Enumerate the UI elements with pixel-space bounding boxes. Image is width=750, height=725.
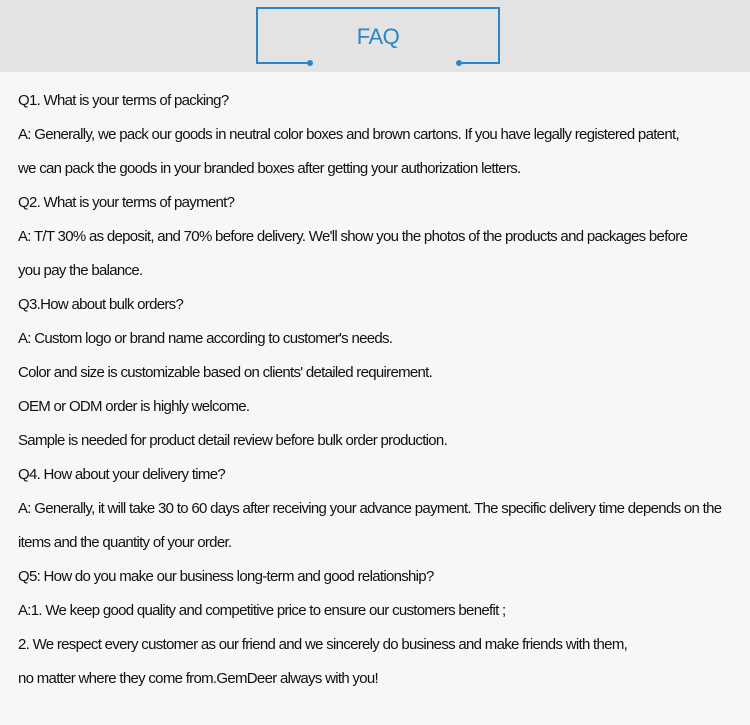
faq-answer-1-line-1: A: Generally, we pack our goods in neutral color boxes and brown cartons. If you have legally registered patent, [18, 126, 679, 143]
frame-dot-left [307, 60, 313, 66]
faq-answer-2-line-1: A: T/T 30% as deposit, and 70% before delivery. We'll show you the photos of the products and packages before [18, 228, 688, 245]
faq-answer-5-line-3: no matter where they come from.GemDeer always with you! [18, 670, 378, 687]
faq-answer-3-line-3: OEM or ODM order is highly welcome. [18, 398, 250, 415]
page-title: FAQ [356, 24, 400, 49]
title-frame-bottom-right [459, 62, 500, 64]
faq-question-2: Q2. What is your terms of payment? [18, 194, 235, 211]
faq-answer-4-line-2: items and the quantity of your order. [18, 534, 232, 551]
faq-answer-3-line-4: Sample is needed for product detail review before bulk order production. [18, 432, 448, 449]
faq-question-3: Q3.How about bulk orders? [18, 296, 184, 313]
faq-question-5: Q5: How do you make our business long-term and good relationship? [18, 568, 434, 585]
faq-content [18, 84, 730, 696]
faq-header [0, 0, 750, 72]
faq-answer-3-line-1: A: Custom logo or brand name according to customer's needs. [18, 330, 393, 347]
frame-dot-right [456, 60, 462, 66]
faq-answer-2-line-2: you pay the balance. [18, 262, 143, 279]
faq-question-4: Q4. How about your delivery time? [18, 466, 226, 483]
faq-answer-4-line-1: A: Generally, it will take 30 to 60 days after receiving your advance payment. The specific delivery time depends on the [18, 500, 722, 517]
faq-answer-1-line-2: we can pack the goods in your branded boxes after getting your authorization letters. [18, 160, 521, 177]
faq-answer-5-line-2: 2. We respect every customer as our friend and we sincerely do business and make friends with them, [18, 636, 628, 653]
title-frame-bottom-left [256, 62, 311, 64]
faq-question-1: Q1. What is your terms of packing? [18, 92, 229, 109]
faq-answer-5-line-1: A:1. We keep good quality and competitive price to ensure our customers benefit ; [18, 602, 506, 619]
faq-answer-3-line-2: Color and size is customizable based on clients' detailed requirement. [18, 364, 433, 381]
